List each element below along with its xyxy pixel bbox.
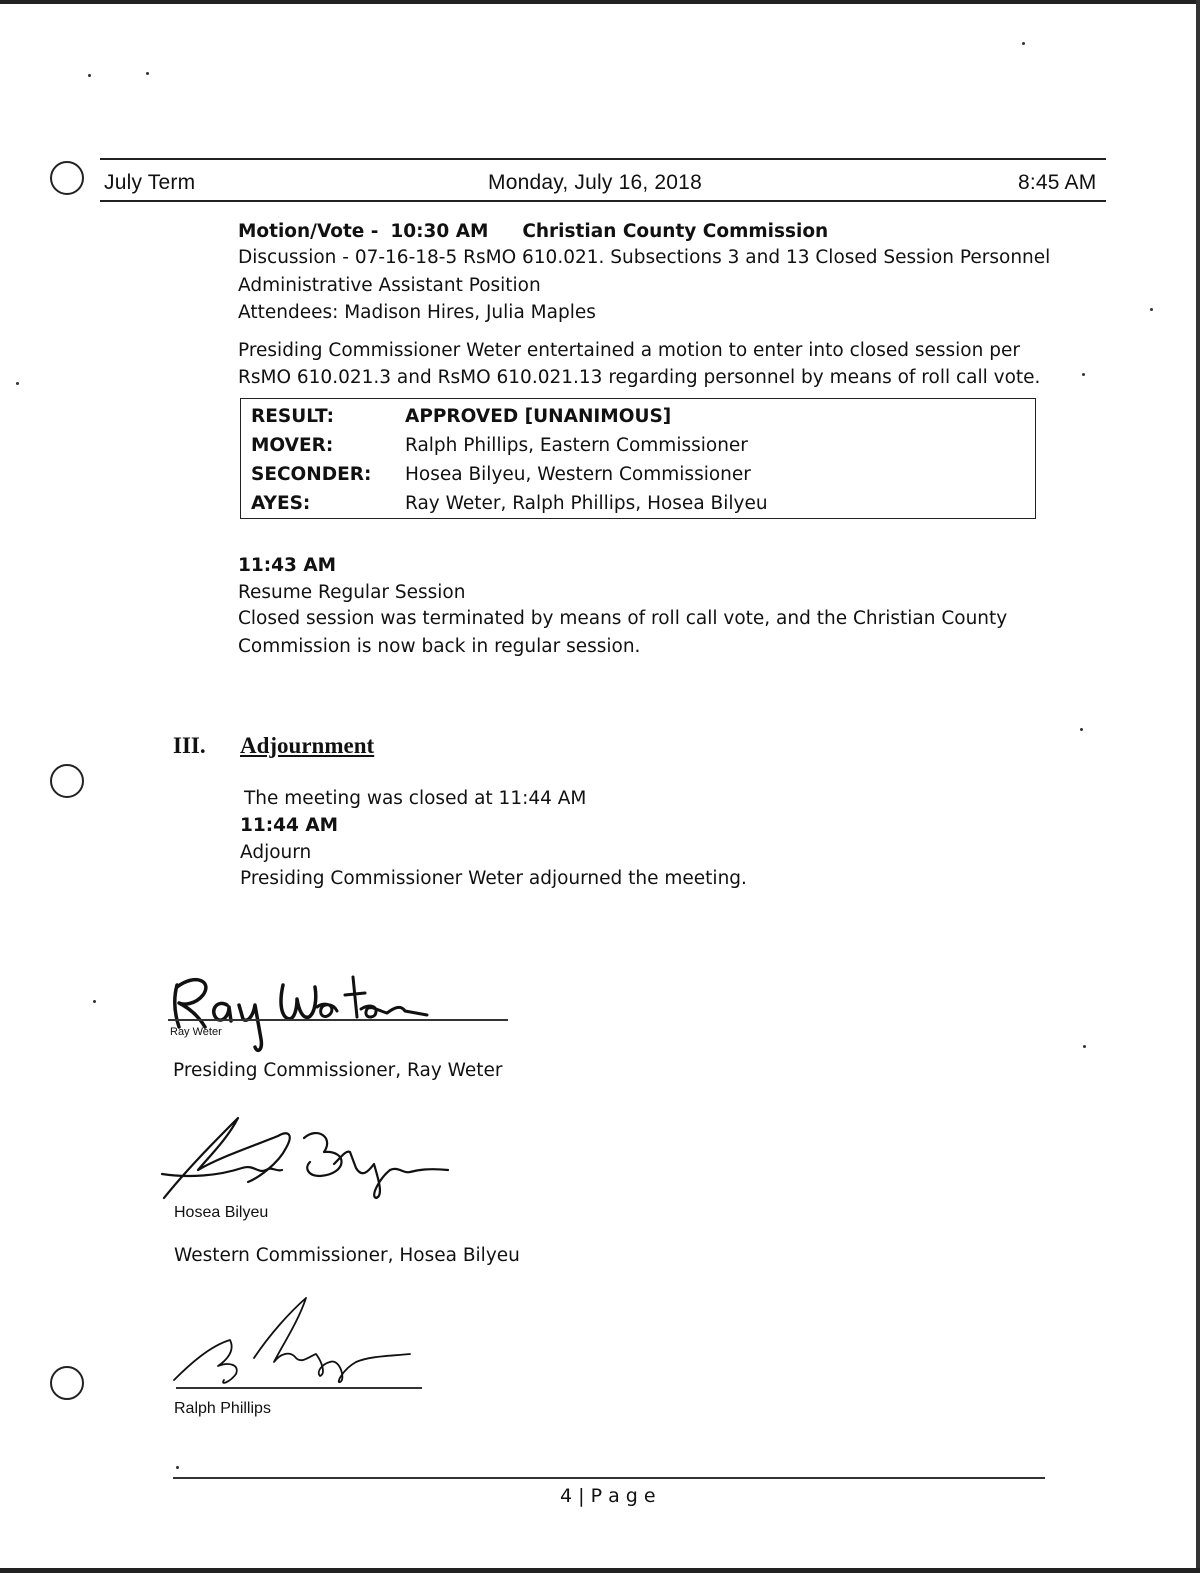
signature-ralph-phillips	[170, 1292, 430, 1392]
motion-statement-line1: Presiding Commissioner Weter entertained a motion to enter into closed session per	[238, 340, 1020, 361]
motion-statement-line2: RsMO 610.021.3 and RsMO 610.021.13 regarding personnel by means of roll call vote.	[238, 367, 1041, 388]
vote-value: Hosea Bilyeu, Western Commissioner	[405, 464, 751, 485]
vote-value: APPROVED [UNANIMOUS]	[405, 406, 672, 427]
scan-speck	[1082, 373, 1085, 376]
motion-discussion: Discussion - 07-16-18-5 RsMO 610.021. Subsections 3 and 13 Closed Session Personnel	[238, 247, 1051, 268]
signature-printed-name: Ralph Phillips	[174, 1400, 271, 1417]
adjournment-time: 11:44 AM	[240, 815, 339, 836]
motion-attendees: Attendees: Madison Hires, Julia Maples	[238, 302, 596, 323]
section-heading: Adjournment	[240, 733, 375, 758]
page-top-edge	[0, 0, 1200, 4]
signature-line	[168, 1019, 508, 1021]
footer-rule	[173, 1477, 1045, 1479]
signature-hosea-bilyeu	[158, 1108, 458, 1203]
scan-speck	[16, 382, 19, 385]
scan-speck	[93, 1000, 96, 1003]
page-separator: |	[578, 1485, 585, 1507]
scan-speck	[88, 74, 91, 77]
scan-speck	[1083, 1045, 1086, 1048]
header-term: July Term	[104, 171, 196, 194]
motion-heading	[238, 218, 828, 245]
section-numeral: III.	[173, 733, 206, 758]
vote-value: Ray Weter, Ralph Phillips, Hosea Bilyeu	[405, 493, 768, 514]
scan-speck	[1022, 42, 1025, 45]
adjournment-action: Adjourn	[240, 842, 312, 863]
page-label: P a g e	[590, 1485, 656, 1507]
signature-printed-name: Hosea Bilyeu	[174, 1204, 269, 1221]
binder-hole-bottom	[50, 1366, 84, 1400]
vote-label: AYES:	[251, 493, 311, 514]
page-footer	[560, 1485, 656, 1507]
header-date: Monday, July 16, 2018	[488, 171, 702, 194]
page-number: 4	[560, 1485, 573, 1507]
motion-time: 10:30 AM	[390, 221, 489, 242]
resume-title: Resume Regular Session	[238, 582, 466, 603]
page-bottom-edge	[0, 1568, 1200, 1573]
binder-hole-top	[50, 161, 84, 195]
resume-line2: Commission is now back in regular session.	[238, 636, 641, 657]
header-top-rule	[100, 158, 1106, 160]
page-right-edge	[1196, 0, 1200, 1573]
vote-result-table	[240, 398, 1036, 519]
header-time: 8:45 AM	[1018, 171, 1097, 194]
signature-caption: Western Commissioner, Hosea Bilyeu	[174, 1245, 520, 1266]
signature-caption: Presiding Commissioner, Ray Weter	[173, 1060, 503, 1081]
scan-speck	[176, 1466, 179, 1469]
vote-label: SECONDER:	[251, 464, 372, 485]
signature-printed-name: Ray Weter	[170, 1026, 222, 1038]
resume-line1: Closed session was terminated by means of roll call vote, and the Christian County	[238, 608, 1008, 629]
scan-speck	[146, 72, 149, 75]
resume-time: 11:43 AM	[238, 555, 337, 576]
signature-ray-weter	[165, 955, 465, 1055]
header-bottom-rule	[100, 200, 1106, 202]
scan-speck	[1080, 728, 1083, 731]
motion-body: Christian County Commission	[522, 221, 829, 242]
signature-line	[176, 1387, 422, 1389]
motion-label: Motion/Vote -	[238, 221, 379, 242]
vote-label: RESULT:	[251, 406, 334, 427]
adjournment-closed-text: The meeting was closed at 11:44 AM	[244, 788, 587, 809]
adjournment-statement: Presiding Commissioner Weter adjourned the meeting.	[240, 868, 747, 889]
scan-speck	[1150, 308, 1153, 311]
vote-value: Ralph Phillips, Eastern Commissioner	[405, 435, 748, 456]
binder-hole-middle	[50, 764, 84, 798]
motion-topic: Administrative Assistant Position	[238, 275, 541, 296]
vote-label: MOVER:	[251, 435, 334, 456]
